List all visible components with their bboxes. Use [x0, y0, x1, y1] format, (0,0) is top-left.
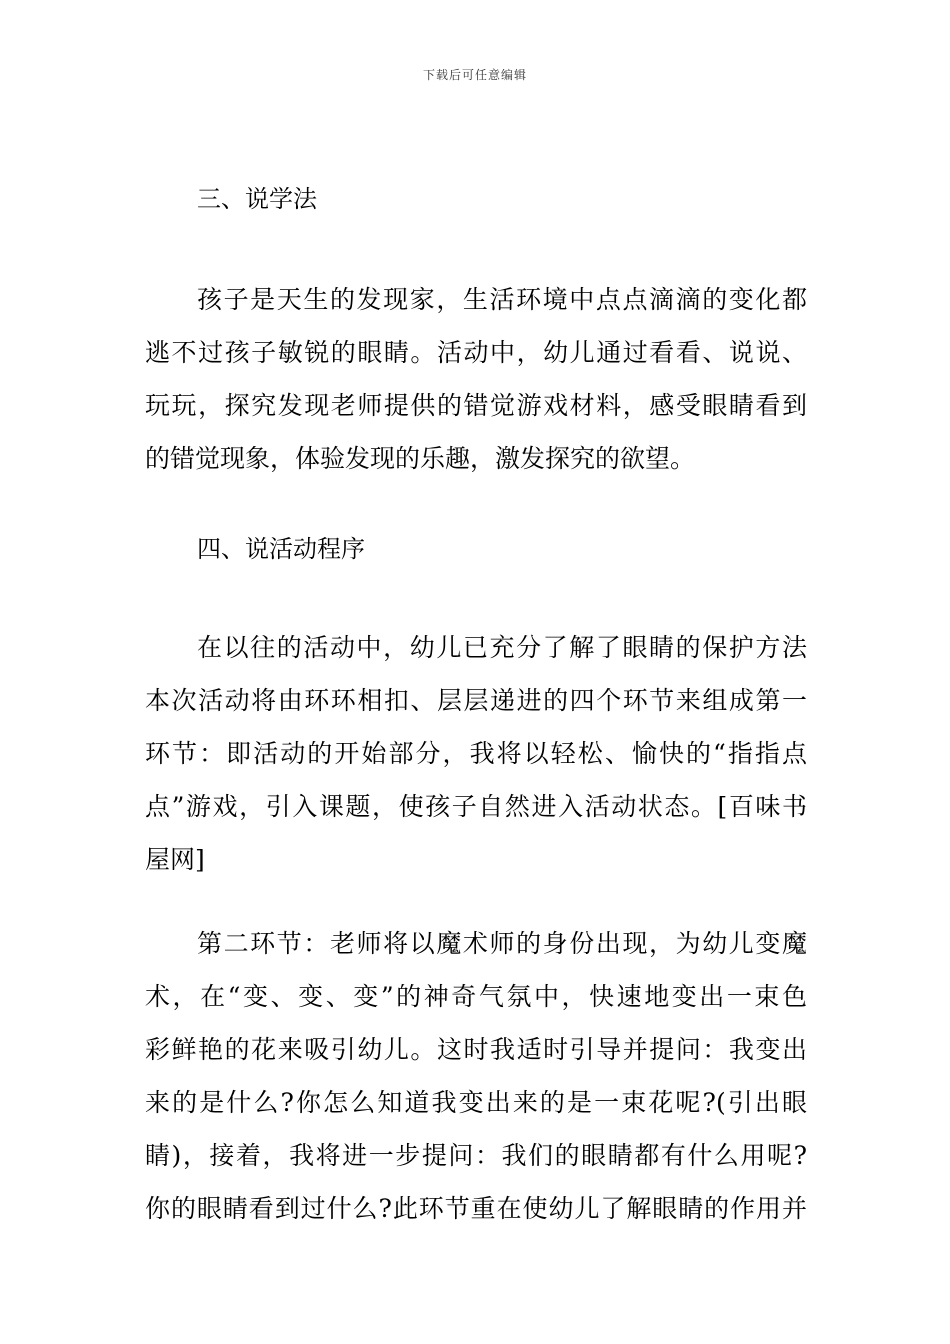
section-heading-3: 三、说学法: [197, 185, 317, 213]
paragraph-line: 睛)，接着，我将进一步提问：我们的眼睛都有什么用呢?: [145, 1141, 807, 1170]
paragraph-line: 第二环节：老师将以魔术师的身份出现，为幼儿变魔: [197, 929, 807, 958]
paragraph-line: 来的是什么?你怎么知道我变出来的是一束花呢?(引出眼: [145, 1088, 807, 1117]
paragraph-line: 在以往的活动中，幼儿已充分了解了眼睛的保护方法: [197, 633, 807, 662]
paragraph-activity-intro: [145, 621, 807, 886]
paragraph-line: 逃不过孩子敏锐的眼睛。活动中，幼儿通过看看、说说、: [145, 338, 807, 367]
paragraph-line: 你的眼睛看到过什么?此环节重在使幼儿了解眼睛的作用并: [145, 1194, 807, 1223]
paragraph-line: 的错觉现象，体验发现的乐趣，激发探究的欲望。: [145, 444, 696, 473]
paragraph-line: 彩鲜艳的花来吸引幼儿。这时我适时引导并提问：我变出: [145, 1035, 807, 1064]
paragraph-line: 术，在“变、变、变”的神奇气氛中，快速地变出一束色: [145, 982, 807, 1011]
paragraph-line: 屋网]: [145, 845, 205, 874]
paragraph-line: 本次活动将由环环相扣、层层递进的四个环节来组成第一: [145, 686, 807, 715]
section-heading-4: 四、说活动程序: [197, 535, 365, 563]
paragraph-second-stage: [145, 917, 807, 1235]
paragraph-line: 环节：即活动的开始部分，我将以轻松、愉快的“指指点: [145, 739, 807, 768]
paragraph-line: 点”游戏，引入课题，使孩子自然进入活动状态。[百味书: [145, 792, 807, 821]
paragraph-study-method: [145, 273, 807, 485]
header-note: 下载后可任意编辑: [422, 68, 527, 82]
paragraph-line: 玩玩，探究发现老师提供的错觉游戏材料，感受眼睛看到: [145, 391, 807, 420]
paragraph-line: 孩子是天生的发现家，生活环境中点点滴滴的变化都: [197, 285, 807, 314]
